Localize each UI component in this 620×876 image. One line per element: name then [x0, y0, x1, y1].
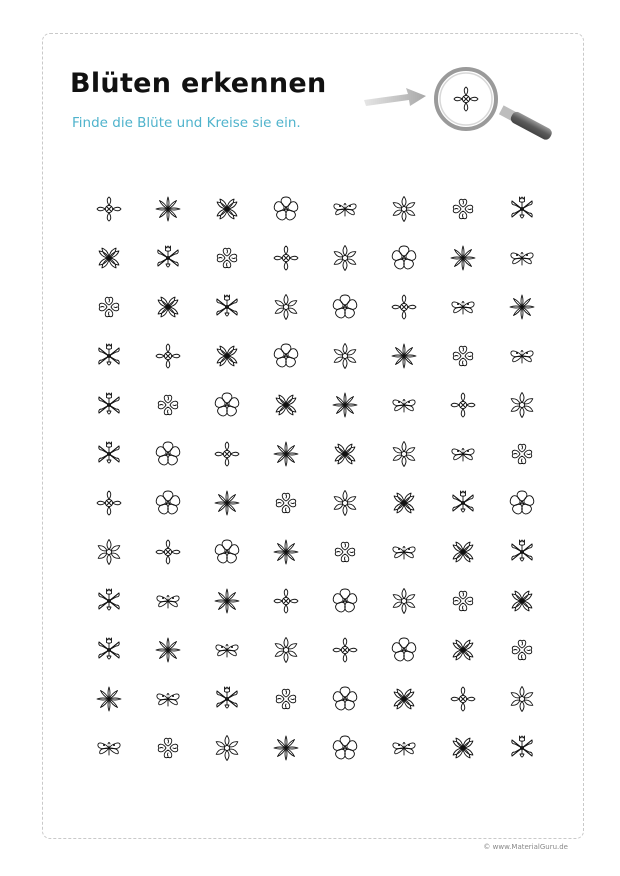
instruction-text: Finde die Blüte und Kreise sie ein.: [72, 115, 301, 131]
worksheet-frame: [42, 33, 584, 839]
page-title: Blüten erkennen: [70, 68, 327, 99]
magnifier-icon: [432, 66, 556, 146]
arrow-right-icon: [360, 84, 430, 114]
copyright-text: © www.MaterialGuru.de: [483, 843, 568, 851]
